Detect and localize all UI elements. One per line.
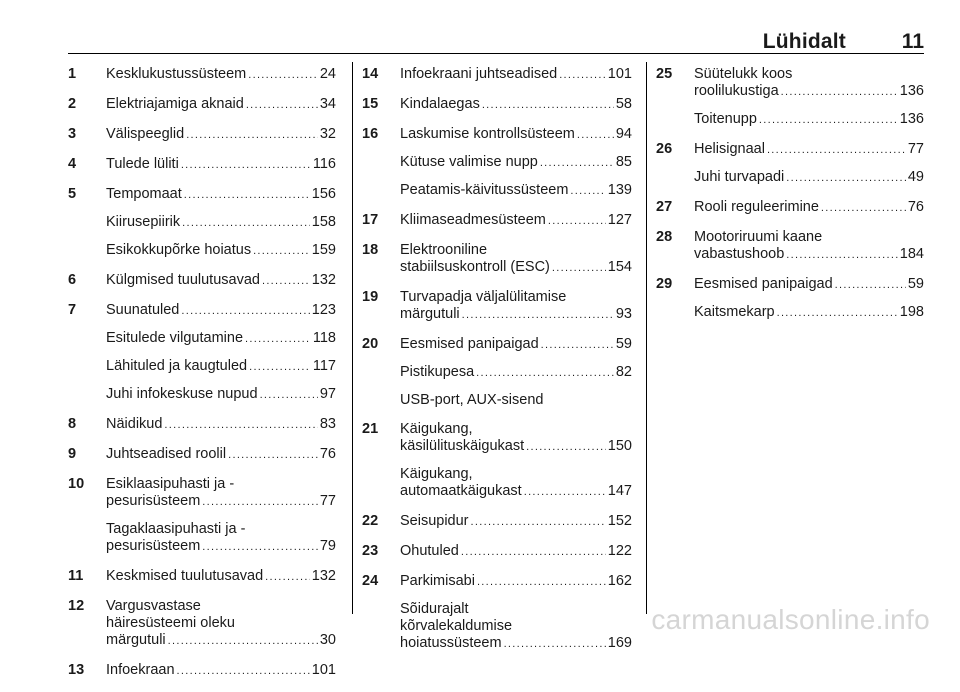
page-ref: 49 xyxy=(907,169,924,185)
page-ref: 123 xyxy=(311,302,336,318)
legend-entry xyxy=(68,66,336,84)
item-label: Kiirusepiirik xyxy=(106,214,181,230)
dot-leader xyxy=(245,331,311,348)
dot-leader xyxy=(524,484,606,501)
item-text-line: Tagaklaasipuhasti ja - xyxy=(106,521,246,537)
dot-leader xyxy=(164,417,317,434)
dot-leader xyxy=(202,539,318,556)
item-label: Eesmised panipaigad xyxy=(694,276,833,292)
item-label: automaatkäigukast xyxy=(400,483,522,499)
item-label: Ohutuled xyxy=(400,543,459,559)
legend-entry xyxy=(362,513,632,531)
item-label: Keskmised tuulutusavad xyxy=(106,568,264,584)
page-ref: 152 xyxy=(607,513,632,529)
dot-leader xyxy=(202,494,318,511)
item-label: Välispeeglid xyxy=(106,126,185,142)
item-text-line: Vargusvastase xyxy=(106,598,201,614)
item-label: Parkimisabi xyxy=(400,573,475,589)
legend-entry xyxy=(68,272,336,290)
dot-leader xyxy=(759,112,898,129)
legend-entry xyxy=(68,242,336,260)
item-label: Toitenupp xyxy=(694,111,757,127)
page-ref: 59 xyxy=(907,276,924,292)
legend-entry xyxy=(362,242,632,277)
legend-entry xyxy=(362,154,632,172)
page-ref: 94 xyxy=(615,126,632,142)
legend-entry xyxy=(362,364,632,382)
item-number: 12 xyxy=(68,598,85,614)
legend-entry xyxy=(362,96,632,114)
dot-leader xyxy=(482,97,614,114)
item-number: 11 xyxy=(68,568,84,584)
item-number: 6 xyxy=(68,272,77,288)
item-label: pesurisüsteem xyxy=(106,538,201,554)
legend-entry xyxy=(656,141,924,159)
watermark: carmanualsonline.info xyxy=(651,604,930,635)
legend-entry xyxy=(68,330,336,348)
page-ref: 24 xyxy=(319,66,336,82)
dot-leader xyxy=(246,97,318,114)
item-text-line: häiresüsteemi oleku xyxy=(106,615,235,631)
page-ref: 117 xyxy=(312,358,336,374)
item-label: Lähituled ja kaugtuled xyxy=(106,358,248,374)
item-number: 18 xyxy=(362,242,379,258)
legend-entry xyxy=(362,573,632,591)
page-ref: 127 xyxy=(607,212,632,228)
legend-entry xyxy=(362,289,632,324)
item-label: Kaitsmekarp xyxy=(694,304,775,320)
dot-leader xyxy=(526,439,606,456)
item-number: 17 xyxy=(362,212,379,228)
item-text-line: kõrvalekaldumise xyxy=(400,618,513,634)
item-text-line: Käigukang, xyxy=(400,466,473,482)
item-label: Tulede lüliti xyxy=(106,156,179,172)
item-label: hoiatussüsteem xyxy=(400,635,502,651)
dot-leader xyxy=(786,247,898,264)
page-ref: 162 xyxy=(607,573,632,589)
dot-leader xyxy=(182,215,310,232)
dot-leader xyxy=(540,155,614,172)
item-number: 1 xyxy=(68,66,77,82)
item-label: märgutuli xyxy=(400,306,460,322)
dot-leader xyxy=(786,170,906,187)
item-label: Eesmised panipaigad xyxy=(400,336,539,352)
dot-leader xyxy=(577,127,614,144)
legend-entry xyxy=(68,568,336,586)
dot-leader xyxy=(181,157,311,174)
item-label: Elektriajamiga aknaid xyxy=(106,96,244,112)
page-ref: 58 xyxy=(615,96,632,112)
legend-entry xyxy=(362,126,632,144)
legend-entry xyxy=(656,199,924,217)
page-ref: 82 xyxy=(615,364,632,380)
item-label: Juhi turvapadi xyxy=(694,169,785,185)
section-title: Lühidalt xyxy=(762,30,846,53)
item-number: 19 xyxy=(362,289,379,305)
item-label: Juhi infokeskuse nupud xyxy=(106,386,258,402)
page-ref: 76 xyxy=(319,446,336,462)
dot-leader xyxy=(504,636,606,653)
legend-entry xyxy=(68,156,336,174)
item-label: Rooli reguleerimine xyxy=(694,199,819,215)
legend-entry xyxy=(68,96,336,114)
item-number: 22 xyxy=(362,513,379,529)
page-ref: 85 xyxy=(615,154,632,170)
item-label: märgutuli xyxy=(106,632,166,648)
dot-leader xyxy=(461,544,606,561)
item-label: stabiilsuskontroll (ESC) xyxy=(400,259,550,275)
page-ref: 101 xyxy=(311,662,336,678)
page-ref: 101 xyxy=(607,66,632,82)
page-ref: 79 xyxy=(319,538,336,554)
page-ref: 116 xyxy=(312,156,336,172)
item-number: 5 xyxy=(68,186,77,202)
item-label: USB-port, AUX-sisend xyxy=(400,392,544,408)
dot-leader xyxy=(228,447,318,464)
item-label: Peatamis-käivitussüsteem xyxy=(400,182,569,198)
item-label: Kliimaseadmesüsteem xyxy=(400,212,546,228)
column-divider-1 xyxy=(352,62,353,614)
item-label: Seisupidur xyxy=(400,513,469,529)
item-number: 23 xyxy=(362,543,379,559)
item-number: 25 xyxy=(656,66,673,82)
item-text-line: Sõidurajalt xyxy=(400,601,469,617)
legend-entry xyxy=(362,466,632,501)
legend-entry xyxy=(362,182,632,200)
legend-entry xyxy=(68,186,336,204)
page-ref: 158 xyxy=(311,214,336,230)
item-number: 24 xyxy=(362,573,379,589)
dot-leader xyxy=(777,305,898,322)
dot-leader xyxy=(260,387,318,404)
dot-leader xyxy=(570,183,605,200)
page-ref: 132 xyxy=(311,272,336,288)
item-text-line: Elektrooniline xyxy=(400,242,488,258)
dot-leader xyxy=(559,67,606,84)
dot-leader xyxy=(248,67,318,84)
dot-leader xyxy=(265,569,310,586)
item-text-line: Käigukang, xyxy=(400,421,473,437)
dot-leader xyxy=(552,260,606,277)
page-ref: 34 xyxy=(319,96,336,112)
item-number: 21 xyxy=(362,421,379,437)
item-label: Kütuse valimise nupp xyxy=(400,154,538,170)
item-label: Juhtseadised roolil xyxy=(106,446,227,462)
legend-entry xyxy=(68,446,336,464)
legend-column-1 xyxy=(68,66,336,692)
dot-leader xyxy=(186,127,318,144)
item-number: 15 xyxy=(362,96,379,112)
legend-entry xyxy=(68,214,336,232)
dot-leader xyxy=(462,307,614,324)
item-text-line: Esiklaasipuhasti ja - xyxy=(106,476,235,492)
item-label: Infoekraan xyxy=(106,662,175,678)
item-number: 28 xyxy=(656,229,673,245)
item-number: 9 xyxy=(68,446,77,462)
page-ref: 77 xyxy=(319,493,336,509)
item-label: Infoekraani juhtseadised xyxy=(400,66,558,82)
item-label: Külgmised tuulutusavad xyxy=(106,272,260,288)
item-number: 20 xyxy=(362,336,379,352)
legend-entry xyxy=(68,386,336,404)
item-label: Suunatuled xyxy=(106,302,180,318)
item-label: Helisignaal xyxy=(694,141,765,157)
page-ref: 132 xyxy=(311,568,336,584)
item-label: pesurisüsteem xyxy=(106,493,201,509)
item-label: roolilukustiga xyxy=(694,83,779,99)
dot-leader xyxy=(249,359,311,376)
dot-leader xyxy=(471,514,606,531)
page-ref: 59 xyxy=(615,336,632,352)
page-ref: 83 xyxy=(319,416,336,432)
legend-entry xyxy=(656,66,924,101)
page-ref: 169 xyxy=(607,635,632,651)
item-number: 3 xyxy=(68,126,77,142)
page-ref: 136 xyxy=(899,111,924,127)
item-number: 14 xyxy=(362,66,379,82)
item-label: Pistikupesa xyxy=(400,364,475,380)
legend-entry xyxy=(68,662,336,680)
item-text-line: Turvapadja väljalülitamise xyxy=(400,289,567,305)
legend-entry xyxy=(362,601,632,653)
item-number: 4 xyxy=(68,156,77,172)
item-label: Esikokkupõrke hoiatus xyxy=(106,242,252,258)
legend-entry xyxy=(68,126,336,144)
item-label: Esitulede vilgutamine xyxy=(106,330,244,346)
item-number: 27 xyxy=(656,199,673,215)
dot-leader xyxy=(541,337,614,354)
column-divider-2 xyxy=(646,62,647,614)
legend-entry xyxy=(68,416,336,434)
legend-column-2 xyxy=(362,66,632,665)
item-label: Näidikud xyxy=(106,416,163,432)
legend-entry xyxy=(68,476,336,511)
legend-entry xyxy=(362,543,632,561)
page-ref: 76 xyxy=(907,199,924,215)
dot-leader xyxy=(781,84,898,101)
item-label: vabastushoob xyxy=(694,246,785,262)
item-text-line: Mootoriruumi kaane xyxy=(694,229,823,245)
legend-entry xyxy=(68,598,336,650)
legend-entry xyxy=(362,336,632,354)
dot-leader xyxy=(548,213,606,230)
item-label: Kindalaegas xyxy=(400,96,480,112)
page-ref: 154 xyxy=(607,259,632,275)
item-number: 16 xyxy=(362,126,379,142)
dot-leader xyxy=(821,200,906,217)
item-number: 26 xyxy=(656,141,673,157)
item-number: 7 xyxy=(68,302,77,318)
dot-leader xyxy=(184,187,310,204)
page-ref: 30 xyxy=(319,632,336,648)
header-divider xyxy=(68,53,924,54)
item-number: 10 xyxy=(68,476,85,492)
page-ref: 93 xyxy=(615,306,632,322)
page-ref: 156 xyxy=(311,186,336,202)
legend-entry xyxy=(656,276,924,294)
legend-entry xyxy=(656,169,924,187)
page-ref: 136 xyxy=(899,83,924,99)
dot-leader xyxy=(476,365,614,382)
dot-leader xyxy=(253,243,310,260)
page-ref: 97 xyxy=(319,386,336,402)
legend-entry xyxy=(362,421,632,456)
item-number: 8 xyxy=(68,416,77,432)
page-ref: 77 xyxy=(907,141,924,157)
legend-entry xyxy=(68,521,336,556)
legend-entry xyxy=(656,304,924,322)
page-ref: 184 xyxy=(899,246,924,262)
page-ref: 198 xyxy=(899,304,924,320)
dot-leader xyxy=(835,277,906,294)
item-text-line: Süütelukk koos xyxy=(694,66,793,82)
dot-leader xyxy=(767,142,906,159)
legend-column-3 xyxy=(656,66,924,334)
page-ref: 150 xyxy=(607,438,632,454)
item-label: Laskumise kontrollsüsteem xyxy=(400,126,575,142)
dot-leader xyxy=(262,273,310,290)
page-ref: 32 xyxy=(319,126,336,142)
legend-entry xyxy=(68,302,336,320)
legend-entry xyxy=(68,358,336,376)
item-number: 29 xyxy=(656,276,673,292)
page-number: 11 xyxy=(901,30,924,53)
item-label: Kesklukustussüsteem xyxy=(106,66,247,82)
page-ref: 147 xyxy=(607,483,632,499)
dot-leader xyxy=(177,663,310,680)
legend-entry xyxy=(362,212,632,230)
item-number: 13 xyxy=(68,662,85,678)
page-ref: 159 xyxy=(311,242,336,258)
legend-entry xyxy=(656,229,924,264)
legend-entry xyxy=(656,111,924,129)
legend-entry xyxy=(362,66,632,84)
dot-leader xyxy=(477,574,606,591)
page-ref: 139 xyxy=(607,182,632,198)
item-label: käsilülituskäigukast xyxy=(400,438,525,454)
dot-leader xyxy=(181,303,309,320)
item-label: Tempomaat xyxy=(106,186,182,202)
item-number: 2 xyxy=(68,96,77,112)
page-ref: 118 xyxy=(312,330,336,346)
legend-entry xyxy=(362,392,632,409)
page-ref: 122 xyxy=(607,543,632,559)
